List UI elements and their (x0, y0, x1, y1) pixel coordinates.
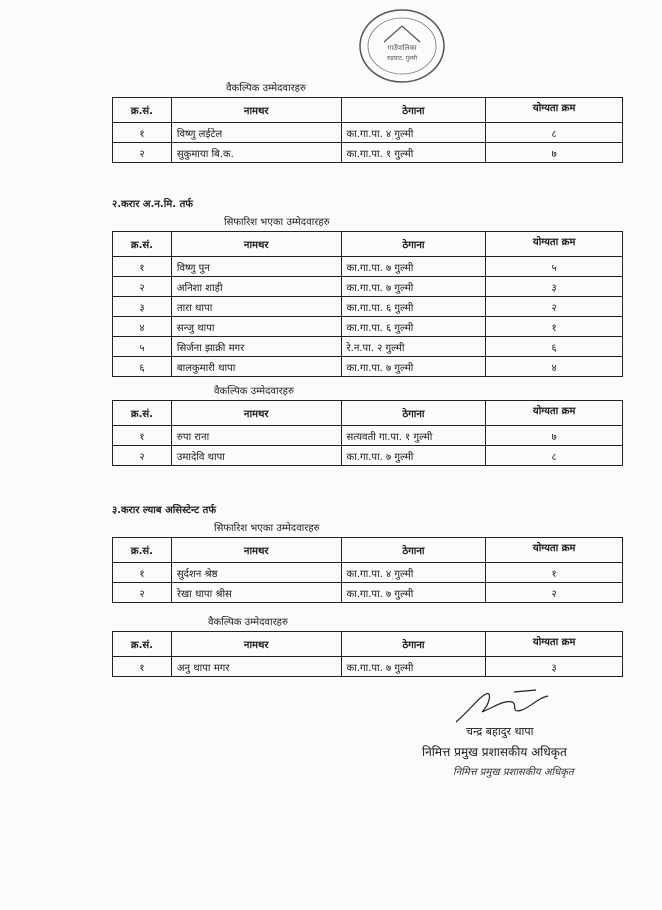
name-cell: बालकुमारी थापा (171, 357, 341, 377)
table-row (113, 297, 623, 317)
rec-table-3 (112, 537, 623, 603)
name-cell: सन्जु थापा (171, 317, 341, 337)
merit-cell: ८ (486, 446, 623, 466)
col-serial-header: क्र.सं. (113, 632, 172, 657)
merit-cell: ३ (486, 657, 623, 677)
col-name-header: नामथर (171, 232, 341, 257)
col-address-header: ठेगाना (341, 538, 486, 563)
serial-cell: ३ (113, 297, 172, 317)
table-header-row (113, 232, 623, 257)
signatory-title: निमित्त प्रमुख प्रशासकीय अधिकृत (422, 745, 567, 759)
serial-cell: १ (113, 426, 172, 446)
handwritten-signature (452, 686, 562, 728)
col-serial-header: क्र.सं. (113, 538, 172, 563)
table-row (113, 426, 623, 446)
name-cell: विष्णु पुन (171, 257, 341, 277)
rec-table-2 (112, 231, 623, 377)
table-header-row (113, 98, 623, 123)
serial-cell: १ (113, 257, 172, 277)
name-cell: तारा थापा (171, 297, 341, 317)
col-name-header: नामथर (171, 401, 341, 426)
col-address-header: ठेगाना (341, 232, 486, 257)
merit-cell: १ (486, 317, 623, 337)
name-cell: रेखा थापा श्रीस (171, 583, 341, 603)
merit-cell: ७ (486, 426, 623, 446)
name-cell: अनु थापा मगर (171, 657, 341, 677)
table-row (113, 563, 623, 583)
col-merit-header: योग्यता क्रम (486, 98, 623, 123)
table-row (113, 257, 623, 277)
office-seal-stamp (356, 6, 450, 86)
col-address-header: ठेगाना (341, 98, 486, 123)
name-cell: अनिशा शाही (171, 277, 341, 297)
address-cell: का.गा.पा. ७ गुल्मी (341, 446, 486, 466)
name-cell: सुकुमाया बि.क. (171, 143, 341, 163)
serial-cell: ४ (113, 317, 172, 337)
address-cell: का.गा.पा. ४ गुल्मी (341, 123, 486, 143)
address-cell: का.गा.पा. ७ गुल्मी (341, 357, 486, 377)
merit-cell: ३ (486, 277, 623, 297)
table-row (113, 357, 623, 377)
svg-text:रुद्रघाट, गुल्मी: रुद्रघाट, गुल्मी (386, 55, 418, 62)
merit-cell: २ (486, 583, 623, 603)
table-row (113, 657, 623, 677)
col-serial-header: क्र.सं. (113, 232, 172, 257)
table-row (113, 446, 623, 466)
col-address-header: ठेगाना (341, 632, 486, 657)
address-cell: सत्यवती गा.पा. १ गुल्मी (341, 426, 486, 446)
merit-cell: २ (486, 297, 623, 317)
alt-caption-2: वैकल्पिक उम्मेदवारहरु (214, 386, 294, 397)
col-name-header: नामथर (171, 632, 341, 657)
serial-cell: १ (113, 657, 172, 677)
table-row (113, 337, 623, 357)
col-name-header: नामथर (171, 98, 341, 123)
col-address-header: ठेगाना (341, 401, 486, 426)
alt-caption-1: वैकल्पिक उम्मेदवारहरु (226, 83, 306, 94)
address-cell: का.गा.पा. ७ गुल्मी (341, 277, 486, 297)
serial-cell: १ (113, 563, 172, 583)
address-cell: का.गा.पा. ७ गुल्मी (341, 657, 486, 677)
serial-cell: ५ (113, 337, 172, 357)
address-cell: का.गा.पा. ६ गुल्मी (341, 317, 486, 337)
alt-caption-3: वैकल्पिक उम्मेदवारहरु (208, 617, 288, 628)
section-2-title: २.करार अ.न.मि. तर्फ (112, 199, 193, 210)
merit-cell: ७ (486, 143, 623, 163)
name-cell: सुर्दशन श्रेष्ठ (171, 563, 341, 583)
table-header-row (113, 401, 623, 426)
signatory-stamp: निमित्त प्रमुख प्रशासकीय अधिकृत (453, 767, 574, 778)
address-cell: का.गा.पा. ४ गुल्मी (341, 563, 486, 583)
name-cell: विष्णु लईटेल (171, 123, 341, 143)
alt-table-2 (112, 400, 623, 466)
table-row (113, 277, 623, 297)
svg-text:गाउँपालिका: गाउँपालिका (387, 44, 417, 52)
serial-cell: ६ (113, 357, 172, 377)
address-cell: का.गा.पा. ७ गुल्मी (341, 583, 486, 603)
name-cell: सिर्जना झाक्री मगर (171, 337, 341, 357)
serial-cell: २ (113, 143, 172, 163)
col-merit-header: योग्यता क्रम (486, 401, 623, 426)
table-row (113, 583, 623, 603)
col-merit-header: योग्यता क्रम (486, 632, 623, 657)
table-header-row (113, 538, 623, 563)
table-row (113, 123, 623, 143)
table-row (113, 317, 623, 337)
merit-cell: १ (486, 563, 623, 583)
serial-cell: २ (113, 277, 172, 297)
merit-cell: ५ (486, 257, 623, 277)
address-cell: का.गा.पा. १ गुल्मी (341, 143, 486, 163)
col-merit-header: योग्यता क्रम (486, 538, 623, 563)
alt-table-3 (112, 631, 623, 677)
signatory-name: चन्द्र बहादुर थापा (466, 725, 534, 738)
table-header-row (113, 632, 623, 657)
col-serial-header: क्र.सं. (113, 401, 172, 426)
col-serial-header: क्र.सं. (113, 98, 172, 123)
col-merit-header: योग्यता क्रम (486, 232, 623, 257)
merit-cell: ४ (486, 357, 623, 377)
alt-table-1 (112, 97, 623, 163)
table-row (113, 143, 623, 163)
name-cell: उमादेवि थापा (171, 446, 341, 466)
section-3-title: ३.करार ल्याब असिस्टेन्ट तर्फ (112, 505, 217, 516)
rec-caption-3: सिफारिश भएका उम्मेदवारहरु (214, 523, 320, 534)
serial-cell: १ (113, 123, 172, 143)
rec-caption-2: सिफारिश भएका उम्मेदवारहरु (224, 217, 330, 228)
name-cell: रुपा राना (171, 426, 341, 446)
address-cell: रे.न.पा. २ गुल्मी (341, 337, 486, 357)
address-cell: का.गा.पा. ६ गुल्मी (341, 297, 486, 317)
serial-cell: २ (113, 446, 172, 466)
col-name-header: नामथर (171, 538, 341, 563)
merit-cell: ८ (486, 123, 623, 143)
serial-cell: २ (113, 583, 172, 603)
merit-cell: ६ (486, 337, 623, 357)
address-cell: का.गा.पा. ७ गुल्मी (341, 257, 486, 277)
